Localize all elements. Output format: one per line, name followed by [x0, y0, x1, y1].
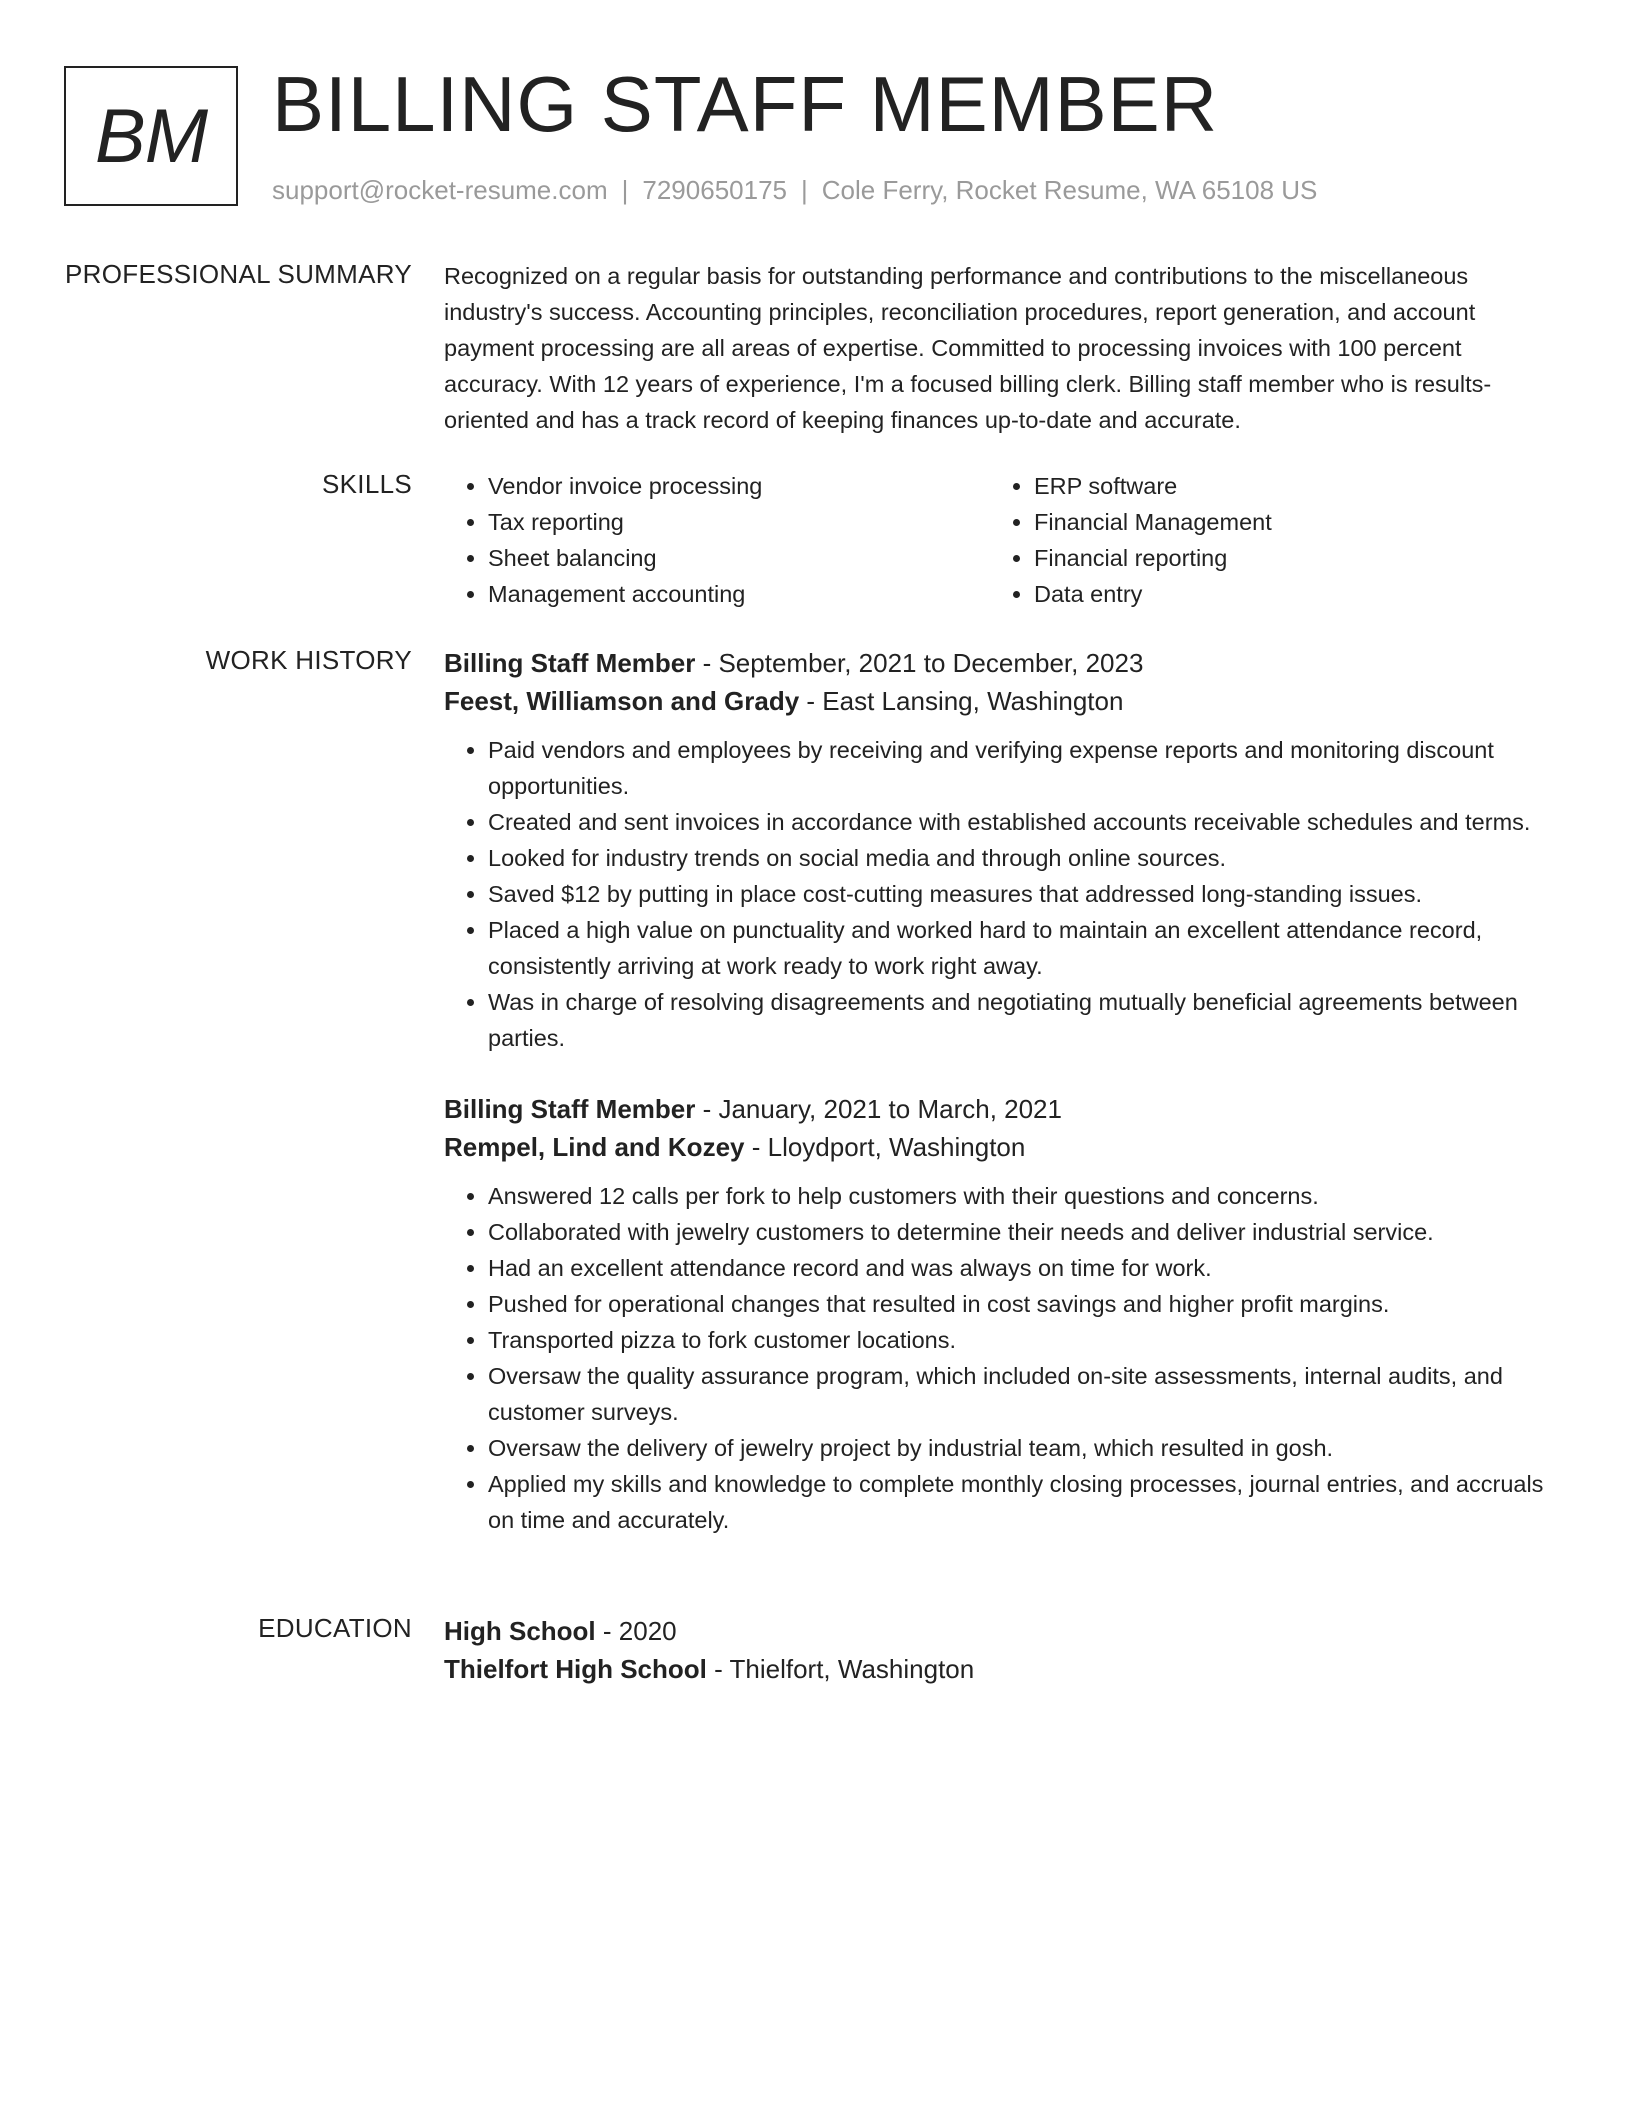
education-school: Thielfort High School — [444, 1654, 707, 1684]
job-bullet: • Applied my skills and knowledge to complete monthly closing processes, journal entries, and accruals on time and accurately. — [488, 1466, 1554, 1538]
job-title-line — [444, 644, 1554, 682]
job-title: Billing Staff Member — [444, 1094, 696, 1124]
job-dates: - September, 2021 to December, 2023 — [695, 648, 1144, 678]
skill-item: • Financial reporting — [1034, 540, 1536, 576]
job-bullets — [444, 732, 1554, 1056]
job-dates: - January, 2021 to March, 2021 — [695, 1094, 1062, 1124]
job-bullet: • Saved $12 by putting in place cost-cutting measures that addressed long-standing issues. — [488, 876, 1554, 912]
section-label-summary: PROFESSIONAL SUMMARY — [65, 259, 412, 289]
job-bullet: • Collaborated with jewelry customers to determine their needs and deliver industrial service. — [488, 1214, 1554, 1250]
skills-column-left — [444, 468, 990, 612]
contact-address: Cole Ferry, Rocket Resume, WA 65108 US — [821, 175, 1318, 205]
contact-line — [272, 174, 1317, 206]
job-company-line — [444, 1128, 1554, 1166]
summary-body — [444, 258, 1554, 438]
section-label-work-history: WORK HISTORY — [205, 645, 412, 675]
job-bullet: • Created and sent invoices in accordance with established accounts receivable schedules and terms. — [488, 804, 1554, 840]
education-location: - Thielfort, Washington — [706, 1654, 975, 1684]
contact-separator: | — [621, 175, 629, 205]
job-company-line — [444, 682, 1554, 720]
contact-phone: 7290650175 — [642, 175, 787, 205]
summary-text: Recognized on a regular basis for outstanding performance and contributions to the miscellaneous industry's success. Accounting principles, reconciliation procedures, report generation, and account payment processing are all areas of expertise. Committed to processing invoices with 100 percent accuracy. With 12 years of experience, I'm a focused billing clerk. Billing staff member who is results-oriented and has a track record of keeping finances up-to-date and accurate. — [444, 263, 1492, 433]
job-bullet: • Was in charge of resolving disagreements and negotiating mutually beneficial agreements between parties. — [488, 984, 1554, 1056]
job-bullets — [444, 1178, 1554, 1538]
job-title: Billing Staff Member — [444, 648, 696, 678]
skills-body — [444, 468, 1554, 612]
monogram-logo: BM — [64, 66, 238, 206]
job-bullet: • Paid vendors and employees by receiving and verifying expense reports and monitoring discount opportunities. — [488, 732, 1554, 804]
education-year: - 2020 — [595, 1616, 677, 1646]
job-company: Feest, Williamson and Grady — [444, 686, 800, 716]
job-bullet: • Oversaw the quality assurance program, which included on-site assessments, internal audits, and customer surveys. — [488, 1358, 1554, 1430]
candidate-name: BILLING STAFF MEMBER — [272, 60, 1219, 148]
skill-item: • Management accounting — [488, 576, 990, 612]
section-label-skills: SKILLS — [322, 469, 412, 499]
job-location: - Lloydport, Washington — [744, 1132, 1026, 1162]
skill-item: • Data entry — [1034, 576, 1536, 612]
job-bullet: • Placed a high value on punctuality and worked hard to maintain an excellent attendance record, consistently arriving at work ready to work right away. — [488, 912, 1554, 984]
skill-item: • Vendor invoice processing — [488, 468, 990, 504]
job-bullet: • Answered 12 calls per fork to help customers with their questions and concerns. — [488, 1178, 1554, 1214]
education-degree: High School — [444, 1616, 596, 1646]
job-location: - East Lansing, Washington — [799, 686, 1124, 716]
skills-column-right — [990, 468, 1536, 612]
education-body — [444, 1612, 1554, 1700]
contact-separator: | — [801, 175, 808, 205]
education-school-line — [444, 1650, 1554, 1688]
job-entry — [444, 1090, 1554, 1538]
job-bullet: • Transported pizza to fork customer locations. — [488, 1322, 1554, 1358]
job-bullet: • Oversaw the delivery of jewelry project by industrial team, which resulted in gosh. — [488, 1430, 1554, 1466]
education-degree-line — [444, 1612, 1554, 1650]
contact-email: support@rocket-resume.com — [272, 175, 608, 205]
section-label-education: EDUCATION — [258, 1613, 412, 1643]
job-title-line — [444, 1090, 1554, 1128]
skill-item: • Tax reporting — [488, 504, 990, 540]
job-company: Rempel, Lind and Kozey — [444, 1132, 745, 1162]
skill-item: • Financial Management — [1034, 504, 1536, 540]
skills-grid — [444, 468, 1554, 612]
job-bullet: • Looked for industry trends on social media and through online sources. — [488, 840, 1554, 876]
job-bullet: • Had an excellent attendance record and was always on time for work. — [488, 1250, 1554, 1286]
job-entry — [444, 644, 1554, 1056]
skill-item: • Sheet balancing — [488, 540, 990, 576]
work-history-body — [444, 644, 1554, 1538]
job-bullet: • Pushed for operational changes that resulted in cost savings and higher profit margins. — [488, 1286, 1554, 1322]
skill-item: • ERP software — [1034, 468, 1536, 504]
